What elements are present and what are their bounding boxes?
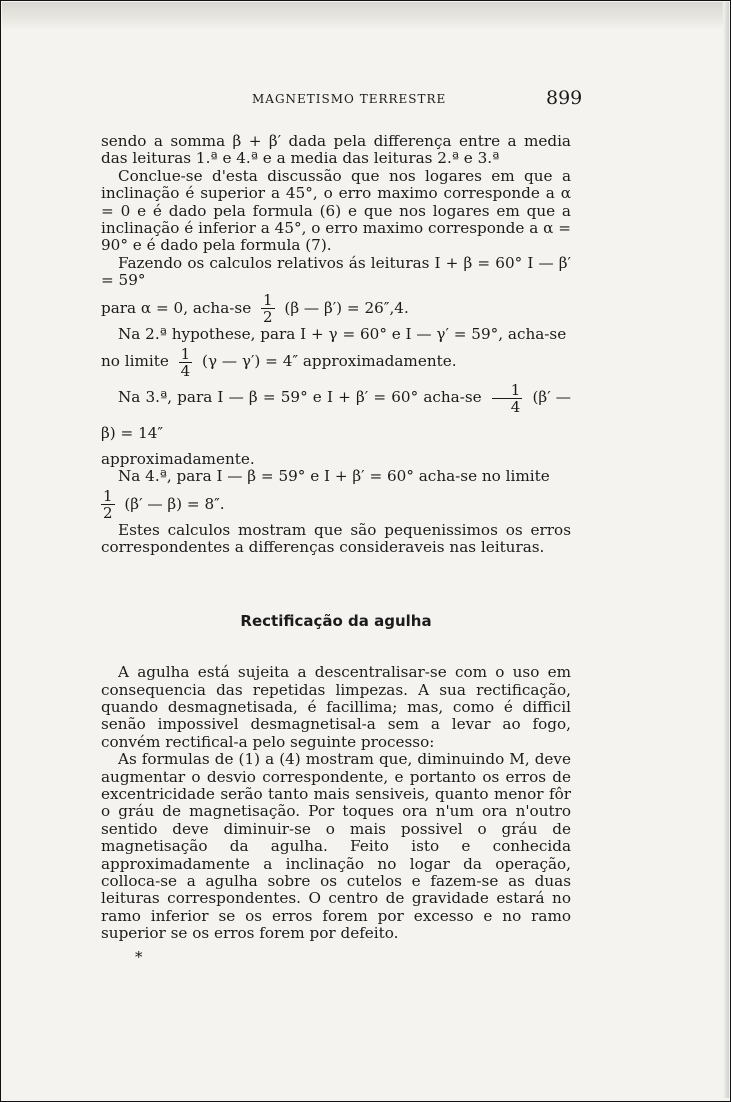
paragraph: As formulas de (1) a (4) mostram que, diminuindo M, deve augmentar o desvio correspondente, e portanto os erros de excentricidade serão tanto mais sensiveis, quanto menor fôr o gráu de magnetisação. Por toques ora n'um ora n'outro sentido deve diminuir-se o mais possivel o gráu de magnetisação da agulha. Feito isto e conhecida approximadamente a inclinação no logar da operação, colloca-se a agulha sobre os cutelos e fazem-se as duas leituras correspondentes. O centro de gravidade estará no ramo inferior se os erros forem por excesso e no ramo superior se os erros forem por defeito. <box>101 750 571 943</box>
formula-line: Na 3.ª, para I — β = 59° e I + β′ = 60° acha-se $\frac{1}{4}$ (β′ — β) = 14″ <box>101 380 571 443</box>
formula-line: para α = 0, acha-se $\frac{1}{2}$ (β — β′) = 26″,4. <box>101 291 409 327</box>
formula-line: no limite $\frac{1}{4}$ (γ — γ′) = 4″ approximadamente. <box>101 344 457 380</box>
fraction: $\frac{1}{4}$ <box>492 382 523 415</box>
paragraph: Estes calculos mostram que são pequenissimos os erros correspondentes a differenças consideraveis nas leituras. <box>101 520 571 557</box>
paragraph: A agulha está sujeita a descentralisar-se com o uso em consequencia das repetidas limpezas. A sua rectificação, quando desmagnetisada, é facillima; mas, como é difficil senão impossivel desmagnetisal-a sem a levar ao fogo, convém rectifical-a pelo seguinte processo: <box>101 663 571 751</box>
scan-edge <box>723 2 729 1098</box>
paragraph: Na 4.ª, para I — β = 59° e I + β′ = 60° acha-se no limite <box>118 467 550 486</box>
paragraph: approximadamente. <box>101 450 255 469</box>
fraction: $\frac{1}{4}$ <box>180 344 191 380</box>
paragraph: sendo a somma β + β′ dada pela differença entre a media das leituras 1.ª e 4.ª e a media das leituras 2.ª e 3.ª <box>101 132 571 168</box>
paragraph: Conclue-se d'esta discussão que nos logares em que a inclinação é superior a 45°, o erro maximo corresponde a α = 0 e é dado pela formula (6) e que nos logares em que a inclinação é inferior a 45°, o erro maximo corresponde a α = 90° e é dado pela formula (7). <box>101 166 571 255</box>
scan-shadow <box>2 2 729 30</box>
section-title: Rectificação da agulha <box>240 611 432 630</box>
page-number: 899 <box>546 87 583 109</box>
fraction: $\frac{1}{2}$ <box>263 291 273 327</box>
paragraph: Fazendo os calculos relativos ás leituras I + β = 60° I — β′ = 59° <box>101 253 571 290</box>
page-header <box>0 87 731 114</box>
fraction: $\frac{1}{2}$ <box>103 487 113 523</box>
running-title: MAGNETISMO TERRESTRE <box>252 92 447 106</box>
paragraph: Na 2.ª hypothese, para I + γ = 60° e I — γ′ = 59°, acha-se <box>118 324 567 343</box>
asterisk-mark: * <box>135 947 143 966</box>
page-body <box>101 133 571 966</box>
formula-line: $\frac{1}{2}$ (β′ — β) = 8″. <box>103 487 225 523</box>
